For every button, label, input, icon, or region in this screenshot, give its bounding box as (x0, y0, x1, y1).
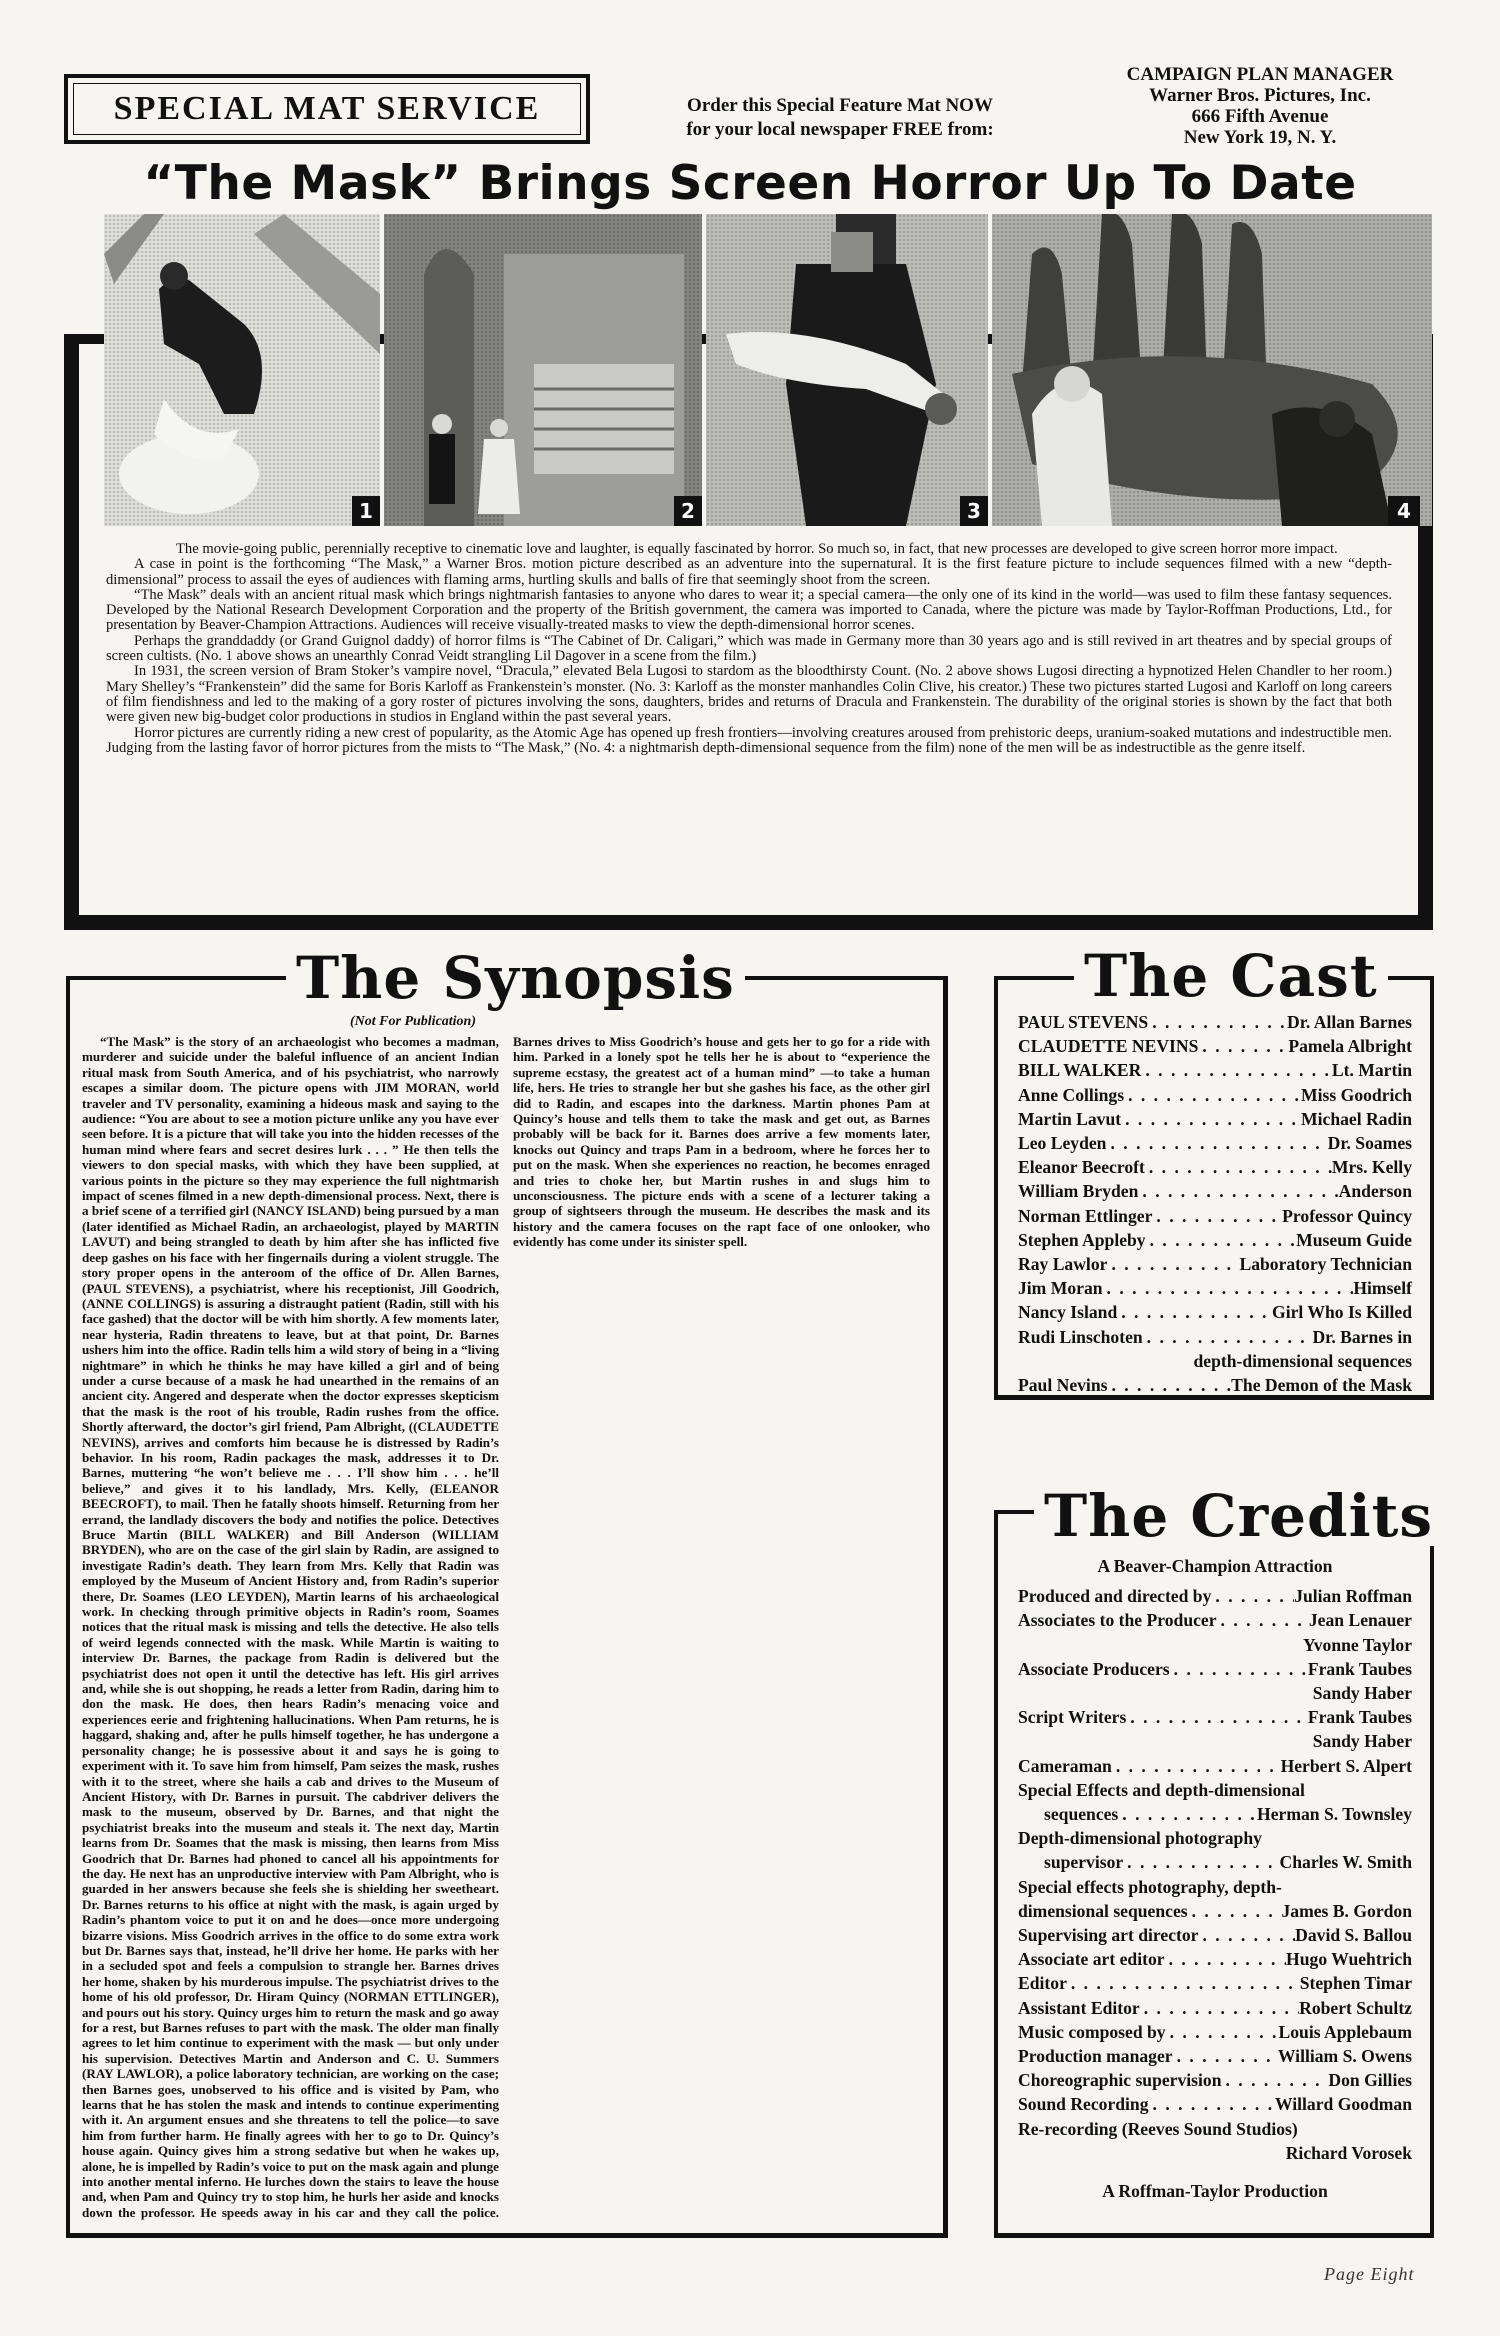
credit-row (1018, 1971, 1412, 1995)
credit-value: Charles W. Smith (1279, 1852, 1412, 1873)
cast-actor: Jim Moran (1018, 1278, 1103, 1299)
credit-value: Jean Lenauer (1308, 1610, 1412, 1631)
credit-label: supervisor (1044, 1852, 1124, 1873)
photo-number-badge: 4 (1388, 496, 1420, 526)
special-mat-service-box (64, 74, 590, 144)
credit-row (1018, 1923, 1412, 1947)
credit-row (1018, 2020, 1412, 2044)
cast-role: depth-dimensional sequences (1193, 1350, 1412, 1371)
order-notice (650, 94, 1030, 142)
cast-role: Anderson (1338, 1181, 1412, 1202)
credit-row (1018, 1947, 1412, 1971)
credit-label: Associate Producers (1018, 1658, 1170, 1679)
credit-row (1018, 1802, 1412, 1826)
feature-paragraph: Perhaps the granddaddy (or Grand Guignol daddy) of horror films is “The Cabinet of Dr. Caligari,” which was made in Germany more than 30 years ago and is still revived in art theatres and by special groups of screen cultists. (No. 1 above shows an unearthly Conrad Veidt strangling Lil Dagover in a scene from the film.) (106, 632, 1392, 665)
frame-corner (64, 334, 104, 344)
credit-row (1018, 1705, 1412, 1729)
credit-value: Hugo Wuehtrich (1286, 1949, 1412, 1970)
cast-actor: William Bryden (1018, 1181, 1139, 1202)
cast-row (1018, 1252, 1412, 1276)
cast-role: Pamela Albright (1288, 1036, 1412, 1057)
cast-actor: Paul Nevins (1018, 1375, 1108, 1396)
credit-label: Special Effects and depth-dimensional (1018, 1779, 1305, 1800)
cast-row (1018, 1107, 1412, 1131)
credit-row (1018, 1633, 1412, 1657)
cast-role: Professor Quincy (1282, 1205, 1412, 1226)
credit-row (1018, 1875, 1412, 1899)
cast-actor: Norman Ettlinger (1018, 1205, 1153, 1226)
cast-actor: BILL WALKER (1018, 1060, 1142, 1081)
credit-row (1018, 2092, 1412, 2116)
photo-castle-staircase-icon (384, 214, 702, 526)
credit-value: Sandy Haber (1312, 1731, 1412, 1752)
cast-row (1018, 1131, 1412, 1155)
credit-row (1018, 1778, 1412, 1802)
order-line-2: for your local newspaper FREE from: (686, 119, 994, 140)
cast-row (1018, 1010, 1412, 1034)
not-for-publication-note: (Not For Publication) (350, 1014, 477, 1029)
synopsis-paragraph: “The Mask” is the story of an archaeologist who becomes a madman, murderer and suicide under the baleful influence of an ancient Indian ritual mask from South America, and of his psychiatrist, who narrowly escapes a similar doom. The picture opens with JIM MORAN, world traveler and TV personality, examining a hideous mask and saying to the audience: “You are about to see a motion picture unlike any you have ever seen before. It is a picture that will take you into the hidden recesses of the human mind where fears and secret desires lurk . . . ” He then tells the viewers to don special masks, with which they have been supplied, at various points in the picture so they may experience the full nightmarish impact of scenes filmed in a new depth-dimensional process. Next, there is a brief scene of a terrified girl (NANCY ISLAND) being pursued by a man (later identified as Michael Radin, an archaeologist, played by MARTIN LAVUT) and being strangled to death by him after she has inflicted five deep gashes on his face with her fingernails during a violent struggle. The story proper opens in the anteroom of the office of Dr. Allen Barnes, (PAUL STEVENS), a psychiatrist, where his receptionist, Jill Goodrich, (ANNE COLLINGS) is assuring a distraught patient (Radin, still with his face gashed) that the doctor will be with him shortly. A few moments later, near hysteria, Radin threatens to leave, but at that point, Dr. Barnes ushers him into the office. Radin tells him a wild story of being in a “living nightmare” in which he thinks he may have killed a girl and of being under a curse because of a mask he had unearthed in the remains of an ancient city. Angered and desperate when the doctor expresses skepticism that the mask is the root of his trouble, Radin rushes from the office. Shortly afterward, the doctor’s girl friend, Pam Albright, ((CLAUDETTE NEVINS), arrives and comforts him because he is distressed by Radin’s behavior. In his room, Radin packages the mask, addresses it to Dr. Barnes, muttering “he won’t believe me . . . I’ll show him . . . he’ll believe,” and gives it to his landlady, Mrs. Kelly, (ELEANOR BEECROFT), to mail. Then he fatally shoots himself. Returning from her errand, the landlady discovers the body and notifies the police. Detectives Bruce Martin (BILL WALKER) and Bill Anderson (WILLIAM BRYDEN), who are on the case of the girl slain by Radin, are assigned to investigate Radin’s death. They learn from Mrs. Kelly that Radin was employed by the Museum of Ancient History and, from Radin’s superior there, Dr. Soames (LEO LEYDEN), Martin learns of his archaeological work. In checking through primitive objects in Radin’s room, Soames notices that the ritual mask is missing and tells the detective. He also tells of weird legends connected with the mask. While Martin is waiting to interview Dr. Barnes, the package from Radin is delivered but the psychiatrist does not open it until the detective has left. His girl arrives and, while she is out shopping, he reads a letter from Radin, daring him to don the mask. He does, then hears Radin’s menacing voice and experiences eerie and frightening hallucinations. When Pam returns, he is haggard, shaking and, after he pulls himself together, he has undergone a personality change; he is possessive about it and says he is going to experiment with it. To save him from himself, Pam seizes the mask, rushes with it to the street, where she hails a cab and drives to the Museum of Ancient History, with Dr. Barnes in pursuit. The cabdriver delivers the mask to the museum, observed by Dr. Barnes, and that night the psychiatrist breaks into the museum and steals it. The next day, Martin learns from Dr. Soames that the mask is missing, then learns from Miss Goodrich that Dr. Barnes had phoned to cancel all his appointments for the day. He next has an unproductive interview with Pam Albright, who is guarded in her answers because she feels she is shielding her sweetheart. Dr. Barnes returns to his office at night with the mask, is again urged by Radin’s phantom voice to put it on and he does—once more undergoing bizarre visions. Miss Goodrich arrives in the office to do some extra work but Dr. Barnes says that, instead, he’ll drive her home. He parks with her in a secluded spot and feels a compulsion to strangle her. Barnes drives her home, shaken by his murderous impulse. The psychiatrist drives to the home of his old professor, Dr. Hiram Quincy (NORMAN ETTLINGER), and pours out his story. Quincy urges him to return the mask and go away for a rest, but Barnes refuses to part with the mask. The older man finally agrees to let him continue to experiment with the mask — but only under his supervision. Detectives Martin and Anderson and C. U. Summers (RAY LAWLOR), a police laboratory technician, are working on the case; then Barnes goes, unobserved to his office and is visited by Pam, who learns that he has stolen the mask and intends to continue experimenting with it. An argument ensues and she threatens to tell the police—to save him from further harm. He finally agrees with her to go to Dr. Quincy’s house again. Quincy gives him a strong sedative but when he wakes up, alone, he is impelled by Radin’s voice to put on the mask again and plunge into another mental inferno. He lurches down the stairs to leave the house and, when Pam and Quincy try to stop him, he hurls her aside and knocks down the professor. He speeds away in his car and they call the police. Barnes drives to Miss Goodrich’s house and gets her to go for a ride with him. Parked in a lonely spot he tells her he is about to “experience the supreme ecstasy, the greatest act of a human mind” —to take a human life, hers. He tries to strangle her but she gashes his face, as the other girl did to Radin, and escapes into the darkness. Martin phones Pam at Quincy’s house and tells them to take the mask and get out, as Barnes probably will be back for it. Barnes does arrive a few moments later, knocks out Quincy and traps Pam in a bedroom, where he forces her to put on the mask. When she experiences no reaction, he becomes enraged and tries to choke her, but Martin rushes in and slugs him to unconsciousness. The picture ends with a scene of a lecturer taking a group of sightseers through the museum. He describes the mask and its history and the camera focuses on the rapt face of one onlooker, who evidently has come under its sinister spell. (82, 1034, 930, 2220)
page-headline: “The Mask” Brings Screen Horror Up To Date (143, 156, 1357, 211)
credit-label: Music composed by (1018, 2021, 1166, 2042)
credit-value: James B. Gordon (1281, 1900, 1412, 1921)
order-line-1: Order this Special Feature Mat NOW (687, 95, 993, 116)
cast-row (1018, 1276, 1412, 1300)
credit-value: David S. Ballou (1295, 1925, 1412, 1946)
mat-service-label: SPECIAL MAT SERVICE (113, 90, 541, 127)
cast-row (1018, 1155, 1412, 1179)
credit-label: Re-recording (Reeves Sound Studios) (1018, 2118, 1298, 2139)
credit-row (1018, 2068, 1412, 2092)
credit-value: Herman S. Townsley (1257, 1804, 1412, 1825)
credits-heading: The Credits (1034, 1486, 1443, 1546)
feature-article-text (106, 542, 1392, 756)
credits-intro: A Beaver-Champion Attraction (1097, 1556, 1333, 1576)
credit-label: Depth-dimensional photography (1018, 1828, 1262, 1849)
photo-strip (104, 214, 1432, 526)
credit-value: Robert Schultz (1299, 1997, 1412, 2018)
credit-value: Richard Vorosek (1285, 2142, 1412, 2163)
cast-row (1018, 1083, 1412, 1107)
credit-label: Produced and directed by (1018, 1586, 1212, 1607)
cast-role: Lt. Martin (1331, 1060, 1412, 1081)
credit-row (1018, 2141, 1412, 2165)
credit-label: Script Writers (1018, 1707, 1127, 1728)
credit-value: Julian Roffman (1294, 1586, 1412, 1607)
credits-list (1018, 1554, 1412, 2203)
cast-row (1018, 1228, 1412, 1252)
campaign-manager-address (1080, 64, 1440, 148)
cast-row (1018, 1058, 1412, 1082)
cast-row (1018, 1300, 1412, 1324)
credit-row (1018, 1681, 1412, 1705)
credit-value: Willard Goodman (1274, 2094, 1412, 2115)
cast-row (1018, 1179, 1412, 1203)
cast-row (1018, 1373, 1412, 1397)
cast-role: Dr. Soames (1327, 1133, 1412, 1154)
credit-label: Choreographic supervision (1018, 2070, 1222, 2091)
cast-actor: Nancy Island (1018, 1302, 1118, 1323)
feature-paragraph: The movie-going public, perennially receptive to cinematic love and laughter, is equally fascinated by horror. So much so, in fact, that new processes are developed to give screen horror more impact. (176, 541, 1338, 557)
credit-value: Stephen Timar (1299, 1973, 1412, 1994)
cast-role: Museum Guide (1296, 1229, 1412, 1250)
credit-row (1018, 1584, 1412, 1608)
cast-actor: Eleanor Beecroft (1018, 1157, 1145, 1178)
credit-row (1018, 2044, 1412, 2068)
photo-number-badge: 3 (960, 496, 988, 526)
cast-role: Dr. Allan Barnes (1287, 1012, 1412, 1032)
credit-row (1018, 1729, 1412, 1753)
cast-row (1018, 1204, 1412, 1228)
manager-line-4: New York 19, N. Y. (1183, 127, 1337, 148)
feature-paragraph: Horror pictures are currently riding a new crest of popularity, as the Atomic Age has opened up fresh frontiers—involving creatures aroused from prehistoric deeps, uranium-soaked mutations and indestructible men. Judging from the lasting favor of horror pictures from the mists to “The Mask,” (No. 4: a nightmarish depth-dimensional sequence from the film) none of the men will be as indestructible as the genre itself. (106, 724, 1392, 756)
feature-paragraph: “The Mask” deals with an ancient ritual mask which brings nightmarish fantasies to anyone who dares to wear it; a special camera—the only one of its kind in the world—was used to film these fantasy sequences. Developed by the National Research Development Corporation and the property of the British government, the camera was imported to Canada, where the picture was made by Taylor-Roffman Productions, Ltd., for presentation by Beaver-Champion Attractions. Audiences will receive visually-treated masks to view the depth-dimensional horror scenes. (106, 586, 1392, 634)
cast-actor: Leo Leyden (1018, 1133, 1107, 1154)
cast-list (1018, 1010, 1412, 1397)
credit-label: Special effects photography, depth- (1018, 1876, 1282, 1897)
credit-value: Frank Taubes (1307, 1658, 1412, 1679)
photo-number-badge: 1 (352, 496, 380, 526)
credit-value: William S. Owens (1277, 2046, 1412, 2067)
credit-label: Associates to the Producer (1018, 1610, 1217, 1631)
synopsis-heading: The Synopsis (286, 948, 745, 1008)
cast-role: Girl Who Is Killed (1272, 1302, 1412, 1323)
cast-actor: Stephen Appleby (1018, 1229, 1146, 1250)
cast-actor: Rudi Linschoten (1018, 1326, 1143, 1347)
credit-value: Louis Applebaum (1278, 2021, 1412, 2042)
photo-man-strangling-woman-icon (104, 214, 380, 526)
credit-row (1018, 1850, 1412, 1874)
credit-row (1018, 1608, 1412, 1632)
credit-value: Herbert S. Alpert (1280, 1755, 1412, 1776)
manager-line-3: 666 Fifth Avenue (1191, 106, 1329, 127)
cast-role: Himself (1353, 1278, 1412, 1299)
credit-label: Assistant Editor (1018, 1997, 1140, 2018)
cast-role: Michael Radin (1301, 1108, 1412, 1129)
cast-role: Dr. Barnes in (1312, 1326, 1412, 1347)
cast-actor: Ray Lawlor (1018, 1254, 1108, 1275)
credit-row (1018, 1754, 1412, 1778)
feature-paragraph: In 1931, the screen version of Bram Stoker’s vampire novel, “Dracula,” elevated Bela Lugosi to stardom as the bloodthirsty Count. (No. 2 above shows Lugosi directing a hypnotized Helen Chandler to her room.) Mary Shelley’s “Frankenstein” did the same for Boris Karloff as Frankenstein’s monster. (No. 3: Karloff as the monster manhandles Colin Clive, his creator.) These two pictures started Lugosi and Karloff on long careers of film fiendishness and led to the making of a gory roster of pictures involving the sons, daughters, brides and returns of Dracula and Frankenstein. The durability of the original stories is shown by the fact that both were given new big-budget color productions in studios in England within the past several years. (106, 663, 1392, 726)
credit-row (1018, 1657, 1412, 1681)
page-number: Page Eight (1324, 2264, 1415, 2284)
credit-label: Supervising art director (1018, 1925, 1199, 1946)
manager-line-2: Warner Bros. Pictures, Inc. (1149, 85, 1371, 106)
cast-row (1018, 1325, 1412, 1349)
cast-heading: The Cast (1074, 946, 1388, 1006)
credit-label: dimensional sequences (1018, 1900, 1188, 1921)
cast-role: Mrs. Kelly (1331, 1157, 1412, 1178)
credit-label: Production manager (1018, 2046, 1173, 2067)
feature-paragraph: A case in point is the forthcoming “The Mask,” a Warner Bros. motion picture described as an adventure into the supernatural. It is the first feature picture to include sequences filmed with a new “depth-dimensional” process to assail the eyes of audiences with flaming arms, hurtling skulls and balls of fire that seemingly shoot from the screen. (106, 556, 1392, 588)
credit-value: Frank Taubes (1307, 1707, 1412, 1728)
photo-number-badge: 2 (674, 496, 702, 526)
credit-label: sequences (1044, 1804, 1119, 1825)
credit-value: Don Gillies (1328, 2070, 1412, 2091)
cast-role: The Demon of the Mask (1231, 1375, 1412, 1396)
credit-label: Cameraman (1018, 1755, 1112, 1776)
cast-row (1018, 1034, 1412, 1058)
cast-row (1018, 1349, 1412, 1373)
photo-monster-carrying-man-icon (706, 214, 988, 526)
photo-giant-hand-icon (992, 214, 1432, 526)
synopsis-text (82, 1034, 930, 2229)
credits-outro: A Roffman-Taylor Production (1102, 2181, 1328, 2202)
credit-value: Yvonne Taylor (1302, 1634, 1412, 1655)
credit-row (1018, 1899, 1412, 1923)
credit-label: Associate art editor (1018, 1949, 1165, 1970)
credit-value: Sandy Haber (1312, 1683, 1412, 1704)
credit-label: Editor (1018, 1973, 1067, 1994)
cast-actor: CLAUDETTE NEVINS (1018, 1036, 1199, 1057)
cast-actor: Martin Lavut (1018, 1108, 1122, 1129)
credit-row (1018, 1826, 1412, 1850)
cast-role: Laboratory Technician (1239, 1254, 1412, 1275)
cast-role: Miss Goodrich (1301, 1084, 1412, 1105)
manager-line-1: CAMPAIGN PLAN MANAGER (1126, 64, 1394, 85)
cast-actor: PAUL STEVENS (1018, 1012, 1149, 1032)
credit-label: Sound Recording (1018, 2094, 1149, 2115)
credit-row (1018, 2117, 1412, 2141)
credit-row (1018, 1996, 1412, 2020)
cast-actor: Anne Collings (1018, 1084, 1125, 1105)
